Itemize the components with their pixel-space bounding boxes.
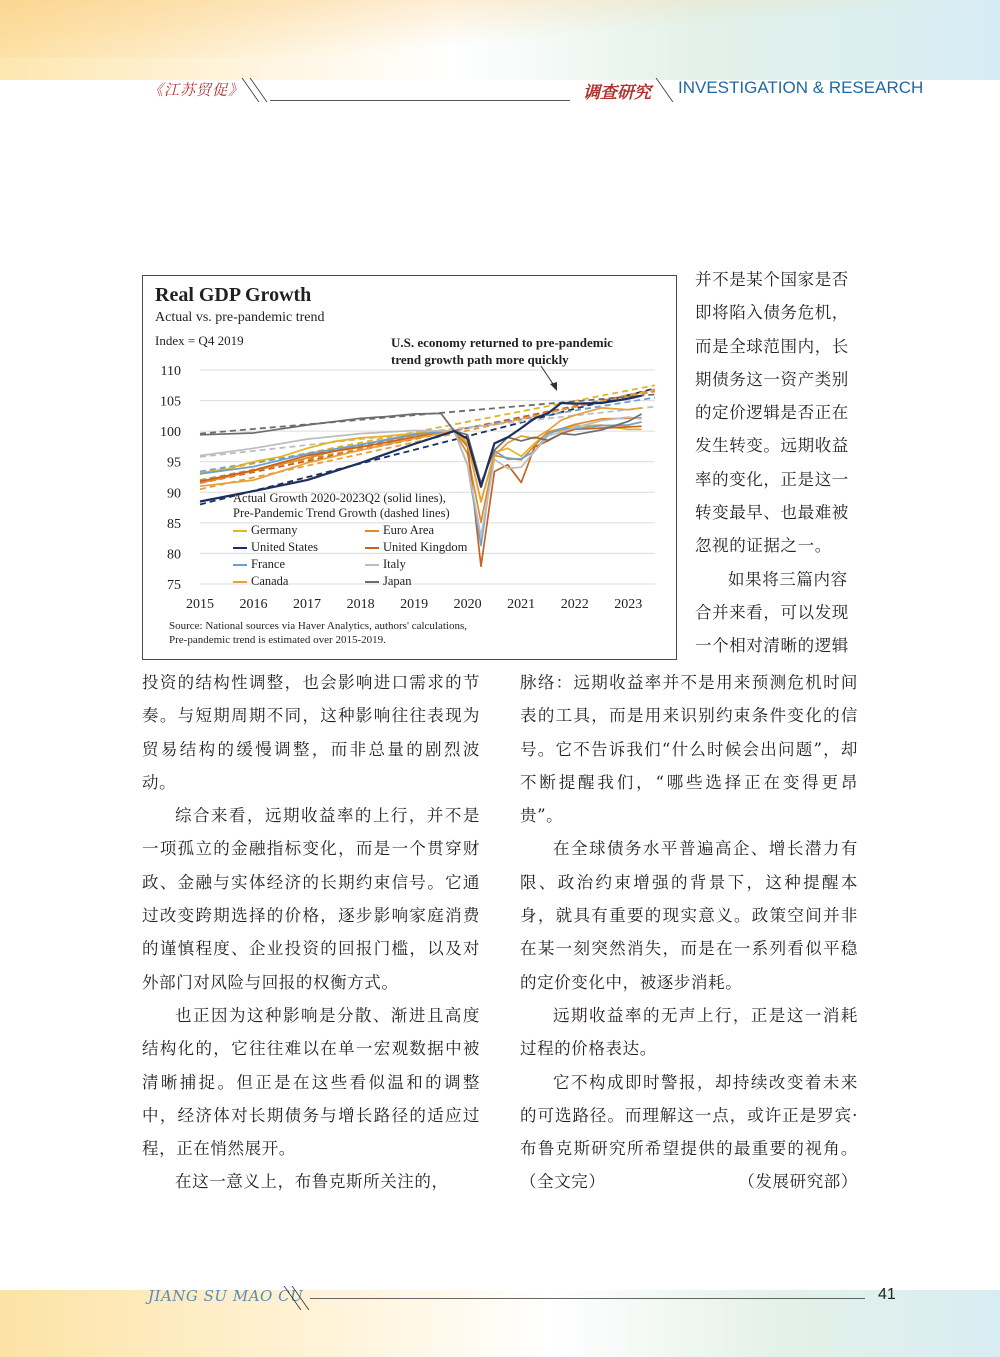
y-tick-label: 95: [167, 455, 181, 471]
text-line: 而是全球范围内，长: [695, 336, 849, 356]
paragraph: 在全球债务水平普遍高企、增长潜力有限、政治约束增强的背景下，这种提醒本身，就具有重要的现实意义。政策空间并非在某一刻突然消失，而是在一系列看似平稳的定价变化中，被逐步消耗。: [520, 839, 858, 992]
chart-source-line: Pre-pandemic trend is estimated over 2015-2019.: [169, 634, 386, 646]
chart-source-note: [169, 619, 467, 647]
department-signature: （发展研究部）: [738, 1172, 858, 1192]
legend-swatch: [365, 530, 379, 532]
x-tick-label: 2015: [186, 597, 214, 612]
legend-item-united-states: [233, 540, 318, 555]
legend-swatch: [233, 564, 247, 566]
text-line: 期债务这一资产类别: [695, 369, 849, 389]
legend-swatch: [365, 547, 379, 549]
paragraph: [520, 1066, 858, 1199]
legend-label: Canada: [251, 574, 289, 588]
header-slash-divider: [250, 78, 268, 102]
text-line: 的定价逻辑是否正在: [695, 403, 849, 423]
header-slash-divider: [242, 78, 260, 102]
legend-item-japan: [365, 574, 411, 589]
x-tick-label: 2018: [346, 597, 375, 612]
y-tick-label: 100: [160, 425, 181, 441]
text-line: 转变最早、也最难被: [695, 503, 849, 523]
chart-legend-header: [233, 491, 450, 521]
footer-rule: [310, 1298, 865, 1299]
x-tick-label: 2020: [453, 597, 482, 612]
header-background-wave: [0, 0, 1000, 58]
x-tick-label: 2016: [239, 597, 268, 612]
legend-item-united-kingdom: [365, 540, 467, 555]
legend-item-france: [233, 557, 285, 572]
legend-label: Italy: [383, 557, 406, 571]
y-tick-label: 80: [167, 547, 181, 563]
x-tick-label: 2022: [560, 597, 589, 612]
legend-label: Euro Area: [383, 523, 435, 537]
left-column-text: [142, 666, 480, 1199]
x-tick-label: 2019: [400, 597, 429, 612]
legend-header-line: Actual Growth 2020-2023Q2 (solid lines),: [233, 491, 446, 505]
footer-journal-name: JIANG SU MAO CU: [148, 1287, 304, 1305]
paragraph: 远期收益率的无声上行，正是这一消耗过程的价格表达。: [520, 1005, 858, 1059]
legend-swatch: [233, 547, 247, 549]
header-rule: [270, 100, 570, 101]
section-slash-divider: [656, 78, 674, 102]
x-tick-label: 2023: [614, 597, 643, 612]
series-line-canada: [200, 408, 642, 501]
annotation-arrowhead: [550, 382, 557, 391]
section-title-en: INVESTIGATION & RESEARCH: [678, 78, 924, 97]
text-line: 一个相对清晰的逻辑: [695, 636, 849, 656]
chart-annotation-line: U.S. economy returned to pre-pandemic: [391, 335, 613, 350]
right-column-top-text: [695, 263, 860, 663]
legend-swatch: [233, 530, 247, 532]
paragraph: 在这一意义上，布鲁克斯所关注的，: [175, 1172, 449, 1192]
legend-label: United Kingdom: [383, 540, 468, 554]
legend-item-canada: [233, 574, 288, 589]
chart-source-line: Source: National sources via Haver Analytics, authors' calculations,: [169, 620, 467, 632]
paragraph: 综合来看，远期收益率的上行，并不是一项孤立的金融指标变化，而是一个贯穿财政、金融与实体经济的长期约束信号。它通过改变跨期选择的价格，逐步影响家庭消费的谨慎程度、企业投资的回报门槛，以及对外部门对风险与回报的权衡方式。: [142, 806, 480, 992]
chart-plot-area: [143, 276, 676, 659]
legend-swatch: [233, 581, 247, 583]
x-tick-label: 2021: [507, 597, 536, 612]
y-tick-label: 110: [160, 364, 181, 379]
text-line: 即将陷入债务危机，: [695, 303, 849, 323]
text-line: 合并来看，可以发现: [695, 602, 849, 622]
chart-annotation-line: trend growth path more quickly: [391, 352, 569, 367]
legend-swatch: [365, 564, 379, 566]
text-line: 并不是某个国家是否: [695, 270, 849, 289]
legend-swatch: [365, 581, 379, 583]
text-line: 忽视的证据之一。: [695, 536, 832, 556]
paragraph-text: 它不构成即时警报，却持续改变着未来的可选路径。而理解这一点，或许正是罗宾·布鲁克斯研究所希望提供的最重要的视角。（全文完）: [520, 1072, 858, 1192]
section-title-cn: 调查研究: [583, 83, 651, 103]
page-number: 41: [878, 1286, 896, 1303]
legend-item-germany: [233, 523, 298, 538]
legend-label: United States: [251, 540, 319, 554]
paragraph: 脉络：远期收益率并不是用来预测危机时间表的工具，而是用来识别约束条件变化的信号。它不告诉我们“什么时候会出问题”，却不断提醒我们，“哪些选择正在变得更昂贵”。: [520, 673, 858, 826]
trend-line-germany: [200, 385, 655, 474]
legend-item-euro-area: [365, 523, 434, 538]
paragraph: 也正因为这种影响是分散、渐进且高度结构化的，它往往难以在单一宏观数据中被清晰捕捉。但正是在这些看似温和的调整中，经济体对长期债务与增长路径的适应过程，正在悄然展开。: [142, 1005, 480, 1159]
chart-title: Real GDP Growth: [155, 284, 312, 306]
legend-header-line: Pre-Pandemic Trend Growth (dashed lines): [233, 506, 450, 520]
legend-item-italy: [365, 557, 406, 572]
legend-label: France: [251, 557, 286, 571]
chart-index-label: Index = Q4 2019: [155, 333, 244, 348]
y-tick-label: 75: [167, 578, 181, 593]
journal-name: 《江苏贸促》: [148, 81, 245, 99]
paragraph: 投资的结构性调整，也会影响进口需求的节奏。与短期周期不同，这种影响往往表现为贸易结构的缓慢调整，而非总量的剧烈波动。: [142, 673, 480, 792]
x-tick-label: 2017: [293, 597, 322, 612]
y-tick-label: 105: [160, 394, 181, 410]
text-line: 率的变化，正是这一: [695, 469, 849, 489]
right-column-text: [520, 666, 858, 1199]
series-line-united-states: [200, 396, 642, 502]
y-tick-label: 85: [167, 516, 181, 532]
gdp-chart-figure: [142, 275, 677, 660]
text-line: 发生转变。远期收益: [695, 436, 849, 456]
y-tick-label: 90: [167, 486, 181, 502]
legend-label: Japan: [383, 574, 412, 588]
chart-subtitle: Actual vs. pre-pandemic trend: [155, 310, 325, 325]
legend-label: Germany: [251, 523, 298, 537]
text-line: 如果将三篇内容: [728, 569, 848, 589]
